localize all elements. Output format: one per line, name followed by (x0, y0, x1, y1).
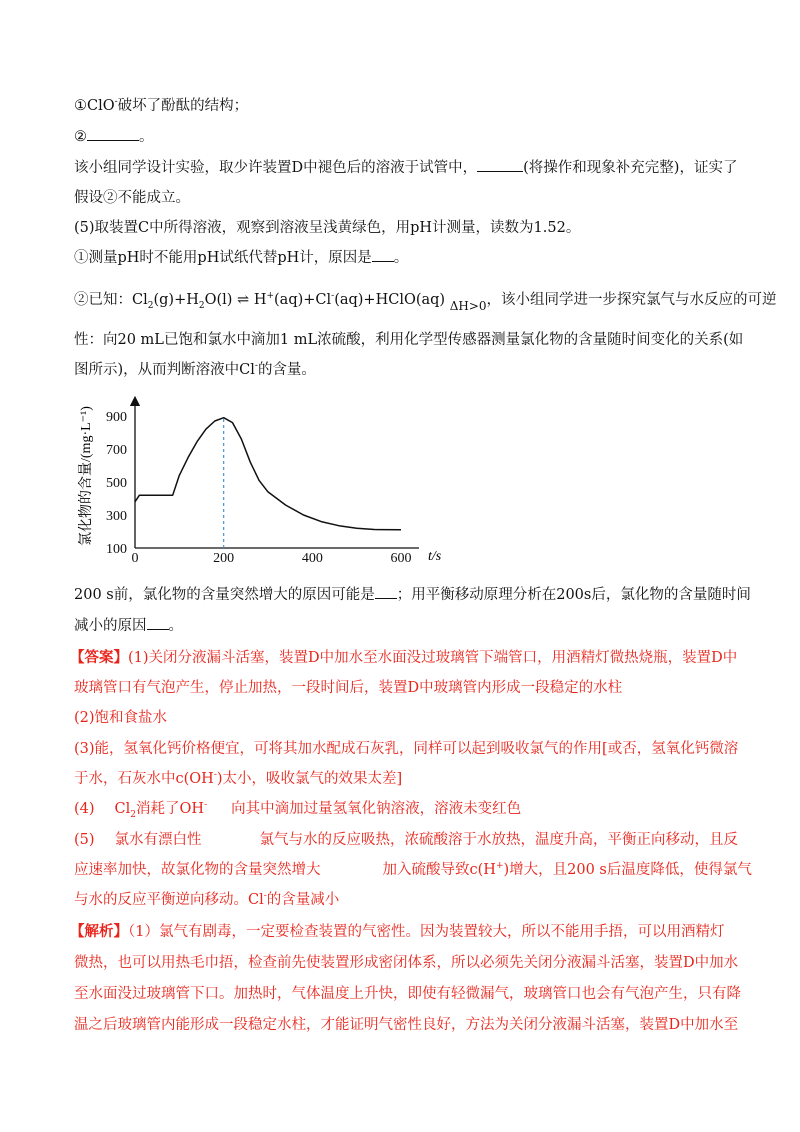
answer-blank (372, 261, 394, 262)
explanation-line-4: 温之后玻璃管内能形成一段稳定水柱，才能证明气密性良好，方法为关闭分液漏斗活塞，装置D中加水至 (74, 1017, 739, 1033)
y-axis-label: 氯化物的含量/(mg·L⁻¹) (79, 406, 94, 546)
x-axis-label: t/s (428, 549, 442, 564)
y-tick-label: 500 (106, 476, 127, 491)
answer-line-9: 与水的反应平衡逆向移动。Cl-的含量减小 (74, 891, 340, 908)
q-line-9: 图所示)，从而判断溶液中Cl-的含量。 (74, 361, 316, 378)
answer-line-5: 于水，石灰水中c(OH-)太小，吸收氯气的效果太差] (74, 770, 403, 787)
explanation-line-3: 至水面没过玻璃管下口。加热时，气体温度上升快，即使有轻微漏气，玻璃管口也会有气泡产生，只有降 (74, 986, 741, 1002)
answer-blank (87, 140, 139, 141)
answer-line-7: (5) 氯水有漂白性 氯气与水的反应吸热，浓硫酸溶于水放热，温度升高，平衡正向移动，且反 (74, 832, 739, 848)
explanation-line-1: 【解析】（1）氯气有剧毒，一定要检查装置的气密性。因为装置较大，所以不能用手捂，可以用酒精灯 (70, 923, 725, 940)
q-line-6: ①测量pH时不能用pH试纸代替pH计，原因是 。 (74, 250, 409, 266)
q-line-2: ② 。 (74, 129, 154, 145)
q-line-3: 该小组同学设计实验，取少许装置D中褪色后的溶液于试管中， (将操作和现象补充完整)，证实了 (74, 160, 738, 176)
chloride-content-chart (60, 393, 442, 573)
y-tick-label: 700 (106, 443, 127, 458)
y-tick-labels (106, 410, 127, 557)
y-tick-label: 100 (106, 542, 127, 557)
y-tick-label: 900 (106, 410, 127, 425)
answer-line-1: 【答案】(1)关闭分液漏斗活塞，装置D中加水至水面没过玻璃管下端管口，用酒精灯微热烧瓶，装置D中 (70, 649, 738, 666)
answer-line-3: (2)饱和食盐水 (74, 710, 168, 726)
answer-line-4: (3)能，氢氧化钙价格便宜，可将其加水配成石灰乳，同样可以起到吸收氯气的作用[或否，氢氧化钙微溶 (74, 741, 739, 757)
x-tick-label: 600 (390, 551, 412, 566)
answer-line-6: (4) $Cl_2$消耗了OH- 向其中滴加过量氢氧化钠溶液，溶液未变红色 (74, 800, 522, 820)
answer-blank (375, 598, 397, 599)
x-tick-label: 200 (213, 551, 235, 566)
x-tick-label: 0 (131, 551, 139, 566)
x-tick-label: 400 (301, 551, 323, 566)
explanation-line-2: 微热，也可以用热毛巾捂，检查前先使装置形成密闭体系，所以必须先关闭分液漏斗活塞，装置D中加水 (74, 955, 739, 971)
answer-blank (477, 171, 523, 172)
q-line-11: 减小的原因 。 (74, 618, 183, 634)
y-tick-label: 300 (106, 509, 127, 524)
q-line-8: 性：向20 mL已饱和氯水中滴加1 mL浓硫酸，利用化学型传感器测量氯化物的含量随时间变化的关系(如 (74, 332, 744, 348)
chart-axes (135, 401, 419, 548)
series-line (135, 418, 401, 530)
q-line-4: 假设②不能成立。 (74, 190, 190, 206)
q-line-5: (5)取装置C中所得溶液，观察到溶液呈浅黄绿色，用pH计测量，读数为1.52。 (74, 220, 581, 236)
q-line-1: ①ClO-破坏了酚酞的结构； (74, 97, 249, 114)
q-line-7: ②已知：$Cl_2(g)+H_2O(l)$ ⇌ H+(aq)+Cl-(aq)+HClO(aq) $_{\Delta H>0}$，该小组同学进一步探究氯气与水反应的可逆 (74, 291, 777, 313)
answer-blank (147, 629, 169, 630)
answer-line-2: 玻璃管口有气泡产生，停止加热，一段时间后，装置D中玻璃管内形成一段稳定的水柱 (74, 680, 623, 696)
q-line-10: 200 s前，氯化物的含量突然增大的原因可能是 ；用平衡移动原理分析在200s后，氯化物的含量随时间 (74, 587, 751, 603)
x-tick-labels (132, 551, 412, 566)
answer-line-8: 应速率加快，故氯化物的含量突然增大 加入硫酸导致c(H+)增大，且200 s后温度降低，使得氯气 (74, 861, 752, 878)
